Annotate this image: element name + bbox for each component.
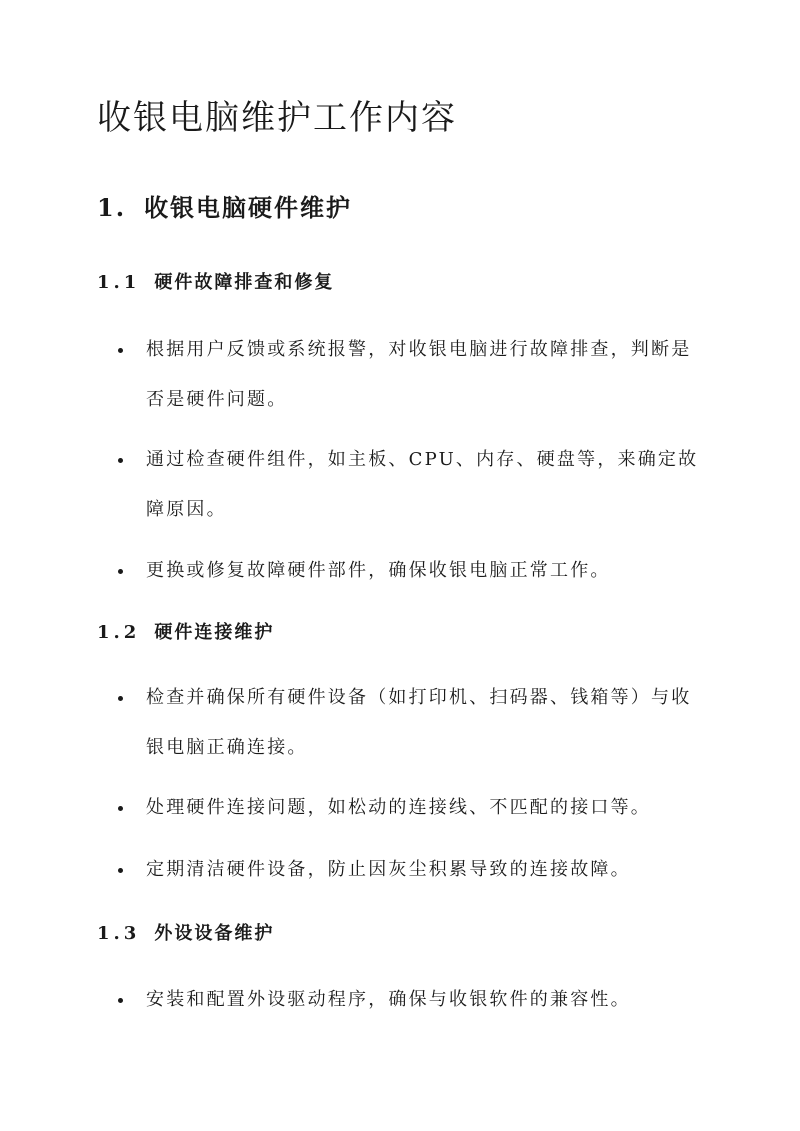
section-number: 1. — [97, 193, 127, 222]
subsection-heading — [97, 620, 274, 646]
subsection-heading — [97, 270, 334, 296]
bullet-dot — [118, 806, 123, 811]
list-item-text: 安装和配置外设驱动程序，确保与收银软件的兼容性。 — [146, 989, 631, 1010]
bullet-dot — [118, 998, 123, 1003]
subsection-heading-text: 外设设备维护 — [154, 923, 275, 944]
bullet-dot — [118, 696, 123, 701]
bullet-dot — [118, 458, 123, 463]
list-item — [118, 435, 718, 535]
subsection-heading — [97, 921, 274, 947]
subsection-number: 1.1 — [97, 272, 141, 293]
list-item — [118, 673, 718, 773]
bullet-dot — [118, 569, 123, 574]
list-item — [118, 783, 718, 833]
list-item-text: 检查并确保所有硬件设备（如打印机、扫码器、钱箱等）与收银电脑正确连接。 — [146, 687, 692, 758]
list-item-text: 通过检查硬件组件，如主板、CPU、内存、硬盘等，来确定故障原因。 — [146, 449, 699, 520]
list-item — [118, 325, 718, 425]
list-item-text: 更换或修复故障硬件部件，确保收银电脑正常工作。 — [146, 560, 611, 581]
list-item — [118, 546, 718, 596]
list-item-text: 根据用户反馈或系统报警，对收银电脑进行故障排查，判断是否是硬件问题。 — [146, 339, 692, 410]
list-item-text: 处理硬件连接问题，如松动的连接线、不匹配的接口等。 — [146, 797, 651, 818]
subsection-number: 1.2 — [97, 622, 141, 643]
document-title: 收银电脑维护工作内容 — [97, 98, 457, 138]
section-heading — [97, 192, 352, 224]
bullet-dot — [118, 868, 123, 873]
subsection-number: 1.3 — [97, 923, 141, 944]
subsection-heading-text: 硬件连接维护 — [154, 622, 275, 643]
list-item-text: 定期清洁硬件设备，防止因灰尘积累导致的连接故障。 — [146, 859, 631, 880]
list-item — [118, 975, 718, 1025]
list-item — [118, 845, 718, 895]
section-heading-text: 收银电脑硬件维护 — [144, 193, 353, 222]
subsection-heading-text: 硬件故障排查和修复 — [154, 272, 335, 293]
bullet-dot — [118, 348, 123, 353]
